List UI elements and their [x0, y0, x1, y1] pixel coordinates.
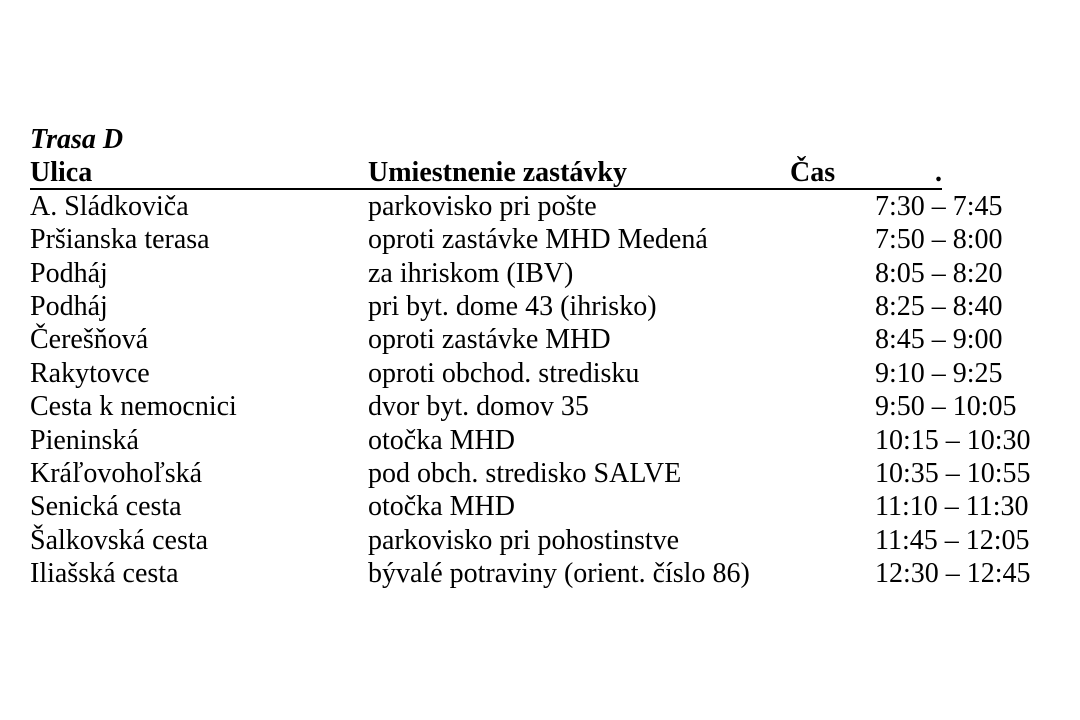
- street-cell: Čerešňová: [30, 324, 149, 356]
- table-row: [30, 290, 1050, 323]
- document-page: [30, 123, 1050, 590]
- location-cell: dvor byt. domov 35: [368, 391, 589, 423]
- time-cell: 7:30 – 7:45: [875, 190, 1003, 222]
- time-cell: 10:35 – 10:55: [875, 457, 1031, 489]
- street-cell: Kráľovohoľská: [30, 457, 203, 489]
- location-cell: parkovisko pri pošte: [368, 190, 597, 222]
- street-cell: Iliašská cesta: [30, 558, 179, 590]
- street-cell: Šalkovská cesta: [30, 524, 209, 556]
- location-cell: oproti zastávke MHD Medená: [368, 224, 708, 256]
- street-cell: Pieninská: [30, 424, 139, 456]
- table-row: [30, 323, 1050, 356]
- table-row: [30, 223, 1050, 256]
- table-row: [30, 257, 1050, 290]
- street-cell: Podháj: [30, 257, 108, 289]
- table-row: [30, 524, 1050, 557]
- location-cell: otočka MHD: [368, 424, 515, 456]
- location-cell: oproti zastávke MHD: [368, 324, 611, 356]
- table-row: [30, 390, 1050, 423]
- location-cell: otočka MHD: [368, 491, 515, 523]
- header-trailing-period: .: [935, 157, 942, 189]
- time-cell: 9:10 – 9:25: [875, 357, 1003, 389]
- time-cell: 8:45 – 9:00: [875, 324, 1003, 356]
- street-cell: Senická cesta: [30, 491, 182, 523]
- location-cell: bývalé potraviny (orient. číslo 86): [368, 558, 750, 590]
- column-header-stop-location: Umiestnenie zastávky: [368, 157, 627, 189]
- time-cell: 10:15 – 10:30: [875, 424, 1031, 456]
- location-cell: parkovisko pri pohostinstve: [368, 524, 680, 556]
- time-cell: 11:10 – 11:30: [875, 491, 1029, 523]
- table-row: [30, 490, 1050, 523]
- column-header-time: Čas: [790, 157, 836, 189]
- location-cell: za ihriskom (IBV): [368, 257, 574, 289]
- street-cell: Rakytovce: [30, 357, 150, 389]
- time-cell: 8:25 – 8:40: [875, 290, 1003, 322]
- time-cell: 7:50 – 8:00: [875, 224, 1003, 256]
- location-cell: oproti obchod. stredisku: [368, 357, 640, 389]
- street-cell: Podháj: [30, 290, 108, 322]
- table-row: [30, 557, 1050, 590]
- table-header-row: [30, 156, 942, 189]
- column-header-street: Ulica: [30, 157, 93, 189]
- time-cell: 11:45 – 12:05: [875, 524, 1030, 556]
- table-row: [30, 357, 1050, 390]
- street-cell: Pršianska terasa: [30, 224, 210, 256]
- street-cell: Cesta k nemocnici: [30, 391, 237, 423]
- time-cell: 12:30 – 12:45: [875, 558, 1031, 590]
- time-cell: 9:50 – 10:05: [875, 391, 1017, 423]
- location-cell: pri byt. dome 43 (ihrisko): [368, 290, 657, 322]
- street-cell: A. Sládkoviča: [30, 190, 189, 222]
- route-title: Trasa D: [30, 124, 124, 155]
- table-row: [30, 424, 1050, 457]
- time-cell: 8:05 – 8:20: [875, 257, 1003, 289]
- location-cell: pod obch. stredisko SALVE: [368, 457, 682, 489]
- schedule-table: [30, 190, 1050, 591]
- table-row: [30, 457, 1050, 490]
- table-row: [30, 190, 1050, 223]
